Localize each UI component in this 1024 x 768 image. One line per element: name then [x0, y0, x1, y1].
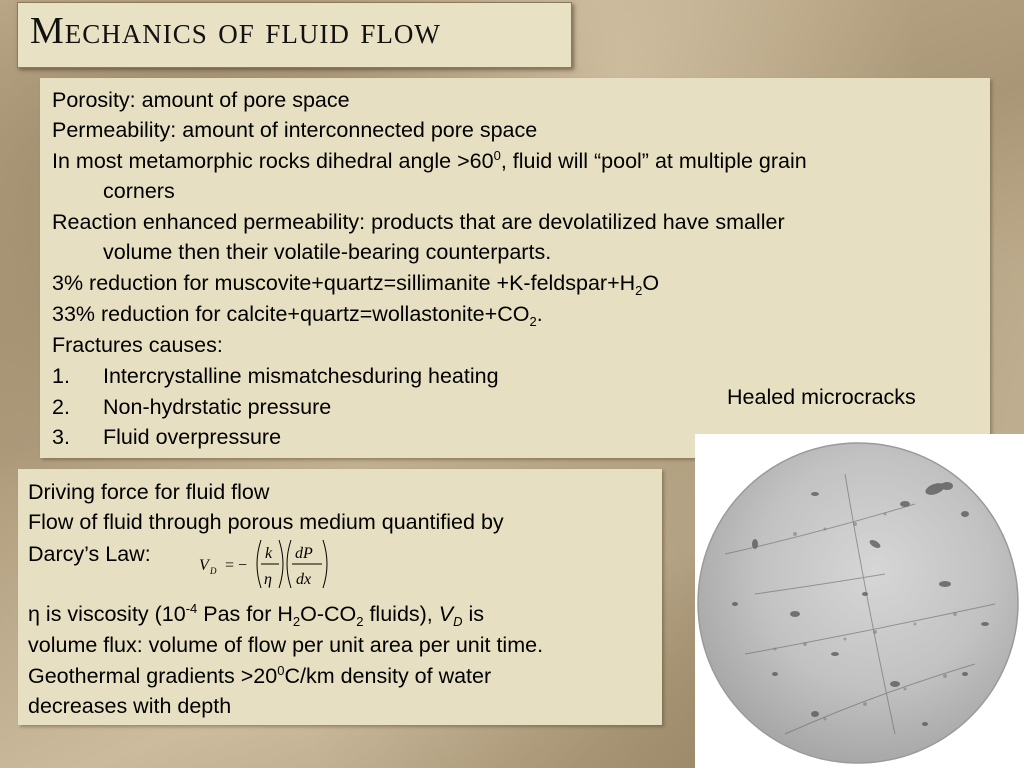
eq-equals: = − — [225, 557, 248, 574]
title-box — [17, 2, 572, 68]
list-item-text: Non-hydrstatic pressure — [103, 395, 332, 419]
darcy-law-label: Darcy’s Law: — [28, 542, 151, 566]
eq-lhs: V — [199, 557, 209, 574]
geothermal-line: Geothermal gradients $>20^0C/km$ density of water — [28, 663, 492, 688]
eq-eta: η — [264, 571, 272, 588]
viscosity-line: η is viscosity ($10^{-4}$ Pas for $H_2O-CO_2$ fluids), $V_D$ is — [28, 601, 484, 629]
photo-caption: Healed microcracks — [727, 385, 916, 409]
calcite-reduction-line: 33% reduction for $calcite+quartz=wollastonite+CO_2$. — [52, 302, 543, 329]
muscovite-reduction-line: 3% reduction for muscovite+quartz=sillimanite $+K-feldspar+H_2O$ — [52, 271, 660, 298]
permeability-line: Permeability: amount of interconnected pore space — [52, 118, 538, 142]
list-item: 1. — [52, 364, 70, 388]
volume-flux-line: volume flux: volume of flow per unit area per unit time. — [28, 633, 544, 657]
eq-lhs-sub: D — [210, 566, 217, 576]
fractures-heading: Fractures causes: — [52, 333, 223, 357]
reaction-permeability-line-cont: volume then their volatile-bearing counterparts. — [103, 240, 552, 264]
micrograph-disc — [698, 443, 1018, 763]
list-item-text: Fluid overpressure — [103, 425, 282, 449]
micrograph-image — [695, 434, 1024, 768]
healed-microcracks-photo — [695, 434, 1024, 768]
slide-title: Mechanics of fluid flow — [30, 10, 441, 52]
eq-k: k — [265, 545, 273, 562]
list-item: 3. — [52, 425, 70, 449]
depth-line: decreases with depth — [28, 694, 232, 718]
reaction-permeability-line: Reaction enhanced permeability: products that are devolatilized have smaller — [52, 210, 785, 234]
driving-force-line: Driving force for fluid flow — [28, 480, 270, 504]
dihedral-angle-line-cont: corners — [103, 179, 175, 203]
flow-quantified-line: Flow of fluid through porous medium quantified by — [28, 510, 504, 534]
right-paren-1 — [279, 540, 283, 588]
left-paren-2 — [287, 540, 291, 588]
darcy-equation — [195, 532, 345, 594]
porosity-line: Porosity: amount of pore space — [52, 88, 350, 112]
dihedral-angle-line: In most metamorphic rocks dihedral angle $>60^0$, fluid will “pool” at multiple grain — [52, 148, 807, 173]
eq-dP: dP — [295, 545, 313, 562]
list-item: 2. — [52, 395, 70, 419]
right-paren-2 — [323, 540, 327, 588]
eq-dx: dx — [296, 571, 312, 588]
left-paren-1 — [257, 540, 261, 588]
list-item-text: Intercrystalline mismatchesduring heating — [103, 364, 499, 388]
